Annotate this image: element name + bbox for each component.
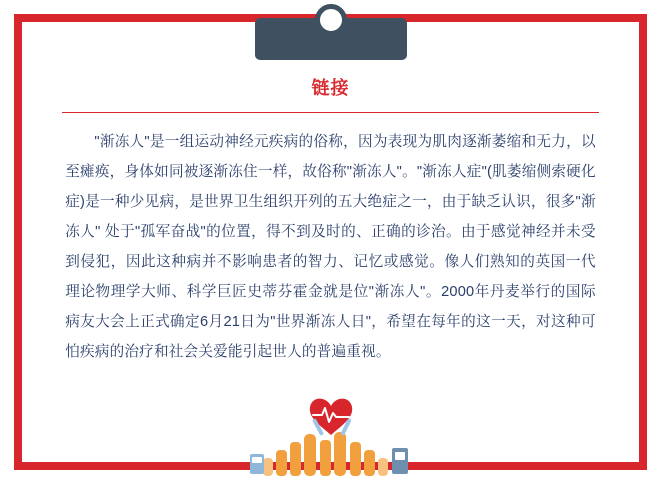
page-title: 链接 (311, 78, 350, 98)
body-paragraph: "渐冻人"是一组运动神经元疾病的俗称，因为表现为肌肉逐渐萎缩和无力，以至瘫痪，身体如同被逐渐冻住一样，故俗称"渐冻人"。"渐冻人症"(肌萎缩侧索硬化症)是一种少见病，是世界卫生组织开列的五大绝症之一，由于缺乏认识，很多"渐冻人" 处于"孤军奋战"的位置，得不到及时的、正确的诊治。由于感觉神经并未受到侵犯，因此这种病并不影响患者的智力、记忆或感觉。像人们熟知的英国一代理论物理学大师、科学巨匠史蒂芬霍金就是位"渐冻人"。2000年丹麦举行的国际病友大会上正式确定6月21日为"世界渐冻人日"，希望在每年的这一天，对这种可怕疾病的治疗和社会关爱能引起世人的普遍重视。 (65, 134, 596, 360)
heart-hands-illustration-icon (216, 388, 446, 476)
title-divider (62, 112, 599, 113)
clipboard-clamp-ring-icon (315, 4, 347, 36)
